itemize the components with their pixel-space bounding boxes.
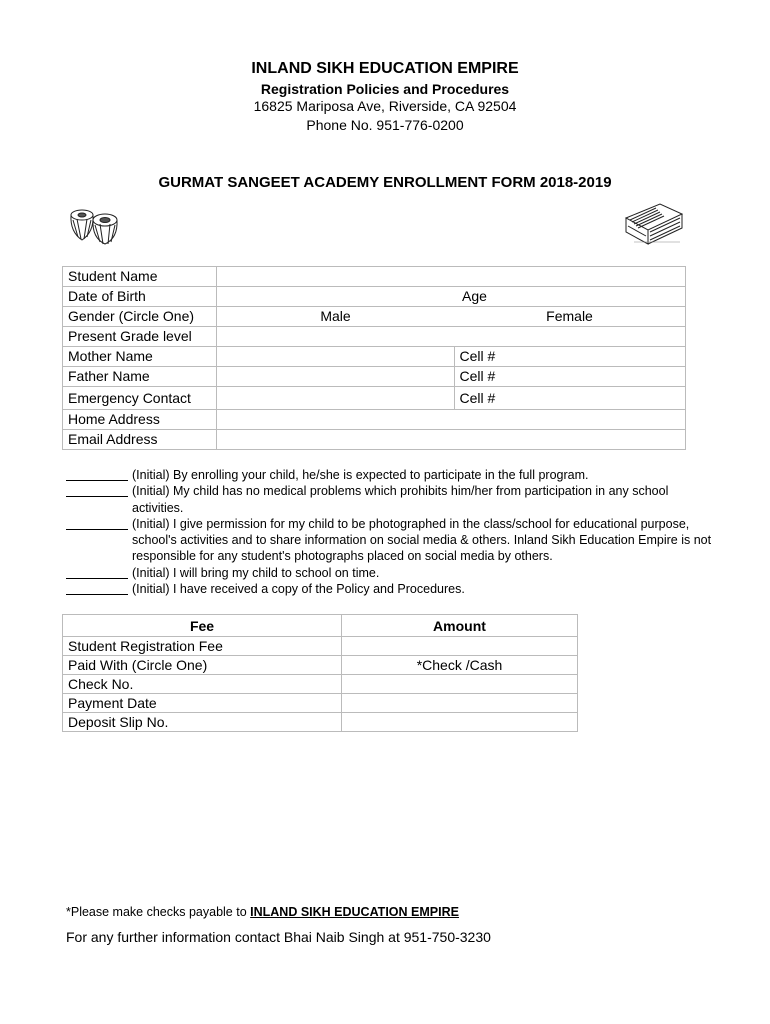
table-row xyxy=(63,637,578,656)
mother-cell-field[interactable] xyxy=(454,347,686,367)
student-name-field[interactable] xyxy=(217,267,686,287)
email-address-label: Email Address xyxy=(63,430,217,450)
list-item xyxy=(66,565,716,581)
table-row xyxy=(63,694,578,713)
tabla-drums-illustration xyxy=(66,206,122,248)
paid-with-label: Paid With (Circle One) xyxy=(63,656,342,675)
harmonium-illustration xyxy=(620,196,686,248)
deposit-slip-field[interactable] xyxy=(342,713,578,732)
list-item xyxy=(66,483,716,516)
initials-list xyxy=(66,467,716,597)
gender-label: Gender (Circle One) xyxy=(63,307,217,327)
initial-statement: (Initial) By enrolling your child, he/she is expected to participate in the full program. xyxy=(132,468,589,482)
list-item xyxy=(66,516,716,565)
father-name-field[interactable] xyxy=(217,367,455,387)
table-row xyxy=(63,410,686,430)
initial-blank[interactable] xyxy=(66,581,128,595)
payment-date-field[interactable] xyxy=(342,694,578,713)
student-info-table xyxy=(62,266,686,450)
age-label: Age xyxy=(462,288,487,304)
amount-column-header: Amount xyxy=(342,615,578,637)
mother-name-label: Mother Name xyxy=(63,347,217,367)
fee-table xyxy=(62,614,578,732)
email-address-field[interactable] xyxy=(217,430,686,450)
address-line: 16825 Mariposa Ave, Riverside, CA 92504 xyxy=(253,98,517,114)
table-row xyxy=(63,675,578,694)
initial-blank[interactable] xyxy=(66,483,128,497)
father-name-label: Father Name xyxy=(63,367,217,387)
emergency-contact-field[interactable] xyxy=(217,387,455,410)
contact-info: For any further information contact Bhai Naib Singh at 951-750-3230 xyxy=(66,929,491,945)
list-item xyxy=(66,467,716,483)
age-field[interactable] xyxy=(454,287,686,307)
table-row xyxy=(63,347,686,367)
table-header-row xyxy=(63,615,578,637)
gender-female-option[interactable]: Female xyxy=(454,307,686,327)
paid-with-options[interactable]: *Check /Cash xyxy=(342,656,578,675)
cell-label: Cell # xyxy=(459,348,496,364)
table-row xyxy=(63,656,578,675)
deposit-slip-label: Deposit Slip No. xyxy=(63,713,342,732)
organization-title: INLAND SIKH EDUCATION EMPIRE xyxy=(251,60,519,77)
checks-payee: INLAND SIKH EDUCATION EMPIRE xyxy=(250,905,459,919)
table-row xyxy=(63,267,686,287)
mother-name-field[interactable] xyxy=(217,347,455,367)
phone-line: Phone No. 951-776-0200 xyxy=(306,117,464,133)
policies-subtitle: Registration Policies and Procedures xyxy=(260,81,510,97)
table-row xyxy=(63,307,686,327)
initial-statement: (Initial) I have received a copy of the Policy and Procedures. xyxy=(132,582,465,597)
cell-label: Cell # xyxy=(459,389,496,406)
cell-label: Cell # xyxy=(459,368,496,384)
list-item xyxy=(66,581,716,597)
table-row xyxy=(63,430,686,450)
initial-blank[interactable] xyxy=(66,516,128,530)
initial-statement: (Initial) I give permission for my child to be photographed in the class/school for educational purpose, school's activities and to share information on social media & others. Inland Sikh Education Empire is not responsible for any student's photographs placed on social media by others. xyxy=(132,516,712,564)
home-address-label: Home Address xyxy=(63,410,217,430)
dob-label: Date of Birth xyxy=(63,287,217,307)
table-row xyxy=(63,713,578,732)
payment-date-label: Payment Date xyxy=(63,694,342,713)
check-no-label: Check No. xyxy=(63,675,342,694)
emergency-contact-label: Emergency Contact xyxy=(63,387,217,410)
dob-field[interactable] xyxy=(217,287,455,307)
registration-fee-label: Student Registration Fee xyxy=(63,637,342,656)
registration-fee-amount[interactable] xyxy=(342,637,578,656)
grade-label: Present Grade level xyxy=(63,327,217,347)
check-no-field[interactable] xyxy=(342,675,578,694)
gender-male-option[interactable]: Male xyxy=(217,307,455,327)
initial-blank[interactable] xyxy=(66,467,128,481)
father-cell-field[interactable] xyxy=(454,367,686,387)
table-row xyxy=(63,287,686,307)
checks-payable-note xyxy=(66,905,459,919)
student-name-label: Student Name xyxy=(63,267,217,287)
form-title: GURMAT SANGEET ACADEMY ENROLLMENT FORM 2018-2019 xyxy=(158,174,612,191)
emergency-cell-field[interactable] xyxy=(454,387,686,410)
grade-field[interactable] xyxy=(217,327,686,347)
home-address-field[interactable] xyxy=(217,410,686,430)
checks-prefix-text: *Please make checks payable to xyxy=(66,905,251,919)
initial-statement: (Initial) My child has no medical problems which prohibits him/her from participation in any school activities. xyxy=(132,484,669,515)
fee-column-header: Fee xyxy=(63,615,342,637)
table-row xyxy=(63,367,686,387)
table-row xyxy=(63,327,686,347)
initial-blank[interactable] xyxy=(66,565,128,579)
table-row xyxy=(63,387,686,410)
initial-statement: (Initial) I will bring my child to school on time. xyxy=(132,565,380,580)
